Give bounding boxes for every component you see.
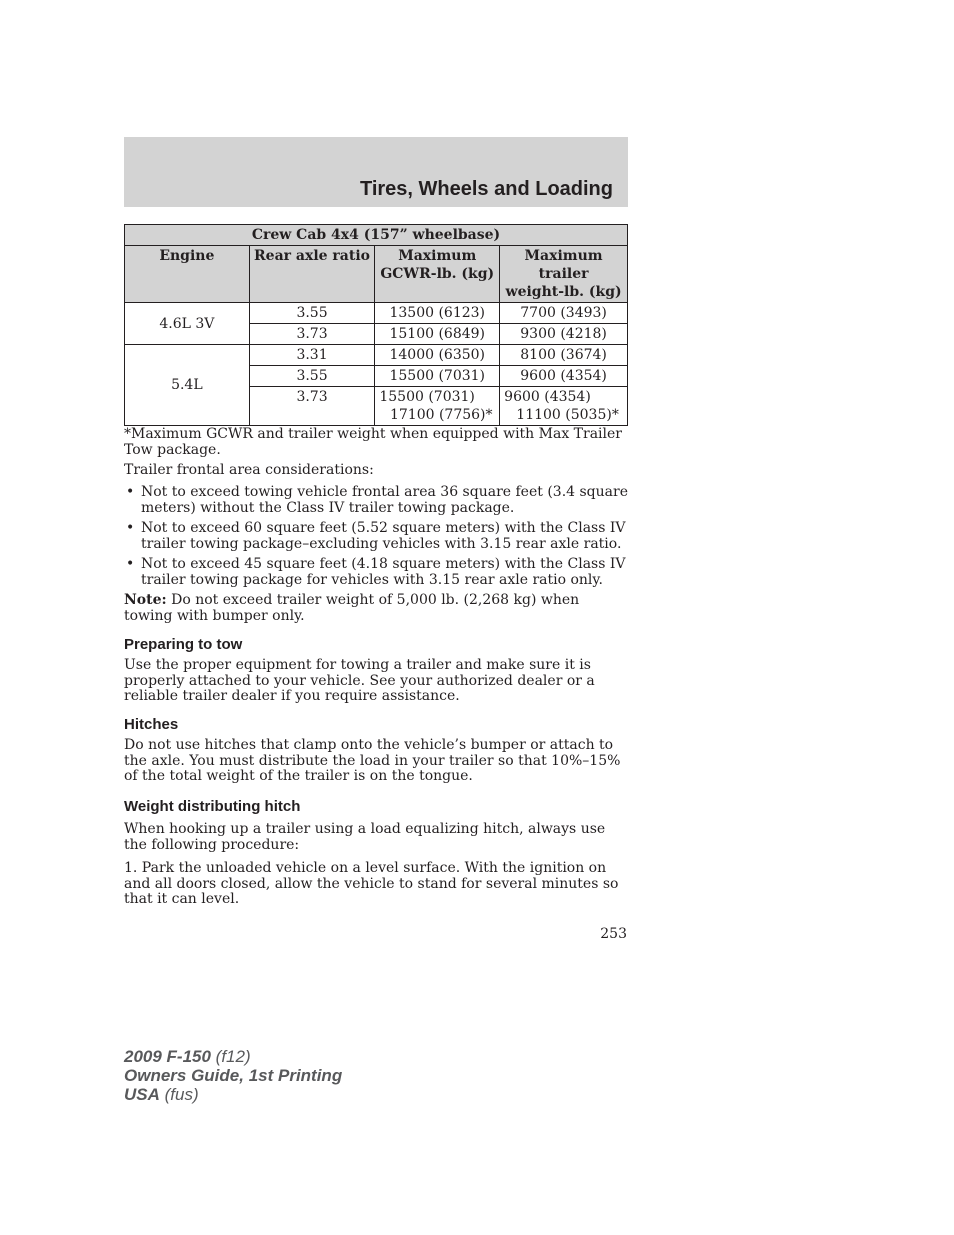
bullet-icon: • (126, 520, 135, 536)
engine-cell: 5.4L (125, 345, 250, 426)
trailer-weight-cell: 8100 (3674) (500, 345, 628, 366)
axle-ratio-cell: 3.73 (249, 324, 375, 345)
section-title: Tires, Wheels and Loading (359, 178, 613, 200)
gcwr-cell: 13500 (6123) (375, 303, 500, 324)
axle-ratio-cell: 3.73 (249, 387, 375, 426)
footer-line-guide: Owners Guide, 1st Printing (124, 1066, 343, 1085)
col-header-axle-ratio: Rear axle ratio (249, 246, 375, 303)
list-item: • Not to exceed towing vehicle frontal area 36 square feet (3.4 square meters) without the Class IV trailer towing package. (126, 484, 628, 516)
page-number: 253 (600, 926, 627, 942)
note-text: Do not exceed trailer weight of 5,000 lb. (2,268 kg) when towing with bumper only. (124, 592, 580, 624)
axle-ratio-cell: 3.55 (249, 303, 375, 324)
trailer-weight-cell: 7700 (3493) (500, 303, 628, 324)
table-footnote: *Maximum GCWR and trailer weight when equipped with Max Trailer Tow package. (124, 426, 622, 458)
trailer-weight-cell: 9600 (4354) 11100 (5035)* (500, 387, 628, 426)
heading-preparing-to-tow: Preparing to tow (124, 636, 243, 653)
weight-hitch-text-2: 1. Park the unloaded vehicle on a level surface. With the ignition on and all doors closed, allow the vehicle to stand for several minutes so that it can level. (124, 860, 619, 907)
note-label: Note: (124, 592, 167, 608)
col-header-trailer-weight: Maximum trailer weight-lb. (kg) (500, 246, 628, 303)
list-item: • Not to exceed 60 square feet (5.52 square meters) with the Class IV trailer towing package–excluding vehicles with 3.15 rear axle ratio. (126, 520, 626, 552)
weight-hitch-text-1: When hooking up a trailer using a load equalizing hitch, always use the following procedure: (124, 821, 606, 853)
note-paragraph (124, 593, 628, 624)
list-item: • Not to exceed 45 square feet (4.18 square meters) with the Class IV trailer towing package for vehicles with 3.15 rear axle ratio only. (126, 556, 626, 588)
preparing-to-tow-text: Use the proper equipment for towing a trailer and make sure it is properly attached to your vehicle. See your authorized dealer or a reliable trailer dealer if you require assistance. (124, 657, 595, 704)
axle-ratio-cell: 3.31 (249, 345, 375, 366)
table-row (125, 345, 628, 366)
heading-weight-distributing-hitch: Weight distributing hitch (124, 798, 301, 815)
table-title-row (125, 225, 628, 246)
table-row (125, 303, 628, 324)
bullet-icon: • (126, 556, 135, 572)
towing-spec-table (124, 224, 628, 426)
footer-line-region: USA (fus) (124, 1085, 199, 1104)
engine-cell: 4.6L 3V (125, 303, 250, 345)
col-header-engine: Engine (125, 246, 250, 303)
header-band (124, 137, 628, 207)
gcwr-cell: 15500 (7031) (375, 366, 500, 387)
axle-ratio-cell: 3.55 (249, 366, 375, 387)
hitches-text: Do not use hitches that clamp onto the vehicle’s bumper or attach to the axle. You must distribute the load in your trailer so that 10%–15% of the total weight of the trailer is on the tongue. (124, 737, 621, 784)
trailer-weight-cell: 9300 (4218) (500, 324, 628, 345)
gcwr-cell: 14000 (6350) (375, 345, 500, 366)
gcwr-cell: 15500 (7031) 17100 (7756)* (375, 387, 500, 426)
bullet-icon: • (126, 484, 135, 500)
heading-hitches: Hitches (124, 716, 179, 733)
table-header-row (125, 246, 628, 303)
footer (124, 1047, 342, 1104)
trailer-weight-cell: 9600 (4354) (500, 366, 628, 387)
footer-line-model: 2009 F-150 (f12) (124, 1047, 251, 1066)
col-header-gcwr: Maximum GCWR-lb. (kg) (375, 246, 500, 303)
gcwr-cell: 15100 (6849) (375, 324, 500, 345)
table-title: Crew Cab 4x4 (157” wheelbase) (125, 225, 628, 246)
frontal-area-intro: Trailer frontal area considerations: (124, 462, 374, 478)
